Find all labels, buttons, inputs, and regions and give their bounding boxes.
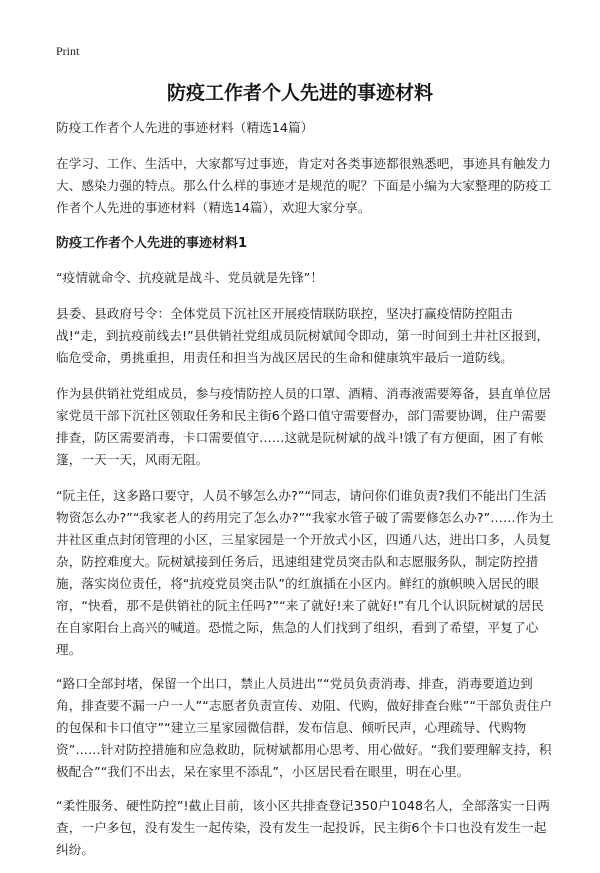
paragraph-4: “路口全部封堵，保留一个出口，禁止人员进出”“党员负责消毒、排查，消毒要道边到角，排查要不漏一户一人”“志愿者负责宣传、劝阻、代购，做好排查台账”“干部负责住户的包保和卡口值守”“建立三星家园微信群，发布信息、倾听民声，心理疏导、代购物资”……针对防控措施和应急救助，阮树斌都用心思考、用心做好。“我们要理解支持，积极配合”“我们不出去，呆在家里不添乱”，小区居民看在眼里，明在心里。: [56, 676, 553, 779]
document-body: [56, 117, 556, 873]
section-heading: 防疫工作者个人先进的事迹材料1: [56, 236, 248, 251]
paragraph-2: 作为县供销社党组成员，参与疫情防控人员的口罩、酒精、消毒液需要筹备，县直单位居家党员干部下沉社区领取任务和民主街6个路口值守需要督办，部门需要协调，住户需要排查，防区需要消毒，卡口需要值守……这就是阮树斌的战斗!饿了有方便面，困了有帐篷，一天一天，风雨无阻。: [56, 386, 552, 467]
document-subtitle: 防疫工作者个人先进的事迹材料（精选14篇）: [56, 120, 314, 135]
paragraph-slogan: “疫情就命令、抗疫就是战斗、党员就是先锋”！: [56, 270, 324, 285]
intro-paragraph: 在学习、工作、生活中，大家都写过事迹，肯定对各类事迹都很熟悉吧，事迹具有触发力大、感染力强的特点。那么什么样的事迹才是规范的呢？下面是小编为大家整理的防疫工作者个人先进的事迹材料（精选14篇），欢迎大家分享。: [56, 156, 552, 215]
page-title: 防疫工作者个人先进的事迹材料: [166, 82, 433, 104]
paragraph-3: “阮主任，这多路口要守，人员不够怎么办?”“同志，请问你们谁负责?我们不能出门生活物资怎么办?”“我家老人的药用完了怎么办?”“我家水管子破了需要修怎么办?”……作为土井社区重点封闭管理的小区，三星家园是一个开放式小区，四通八达，进出口多，人员复杂，防控难度大。阮树斌接到任务后，迅速组建党员突击队和志愿服务队，制定防控措施，落实岗位责任，将“抗疫党员突击队”的红旗插在小区内。鲜红的旗帜映入居民的眼帘，“快看，那不是供销社的阮主任吗?”“来了就好!来了就好!”有几个认识阮树斌的居民在自家阳台上高兴的喊道。恐慌之际，焦急的人们找到了组织，看到了希望，平复了心理。: [56, 488, 554, 657]
paragraph-1: 县委、县政府号令：全体党员下沉社区开展疫情联防联控，坚决打赢疫情防控阻击战!“走，到抗疫前线去!”县供销社党组成员阮树斌闻令即动，第一时间到土井社区报到，临危受命，勇挑重担，用责任和担当为战区居民的生命和健康筑牢最后一道防线。: [56, 306, 550, 365]
print-link[interactable]: Print: [56, 44, 80, 58]
paragraph-5: “柔性服务、硬性防控”!截止目前，该小区共排查登记350户1048名人，全部落实一日两查，一户多包，没有发生一起传染，没有发生一起投诉，民主街6个卡口也没有发生一起纠纷。: [56, 798, 551, 857]
